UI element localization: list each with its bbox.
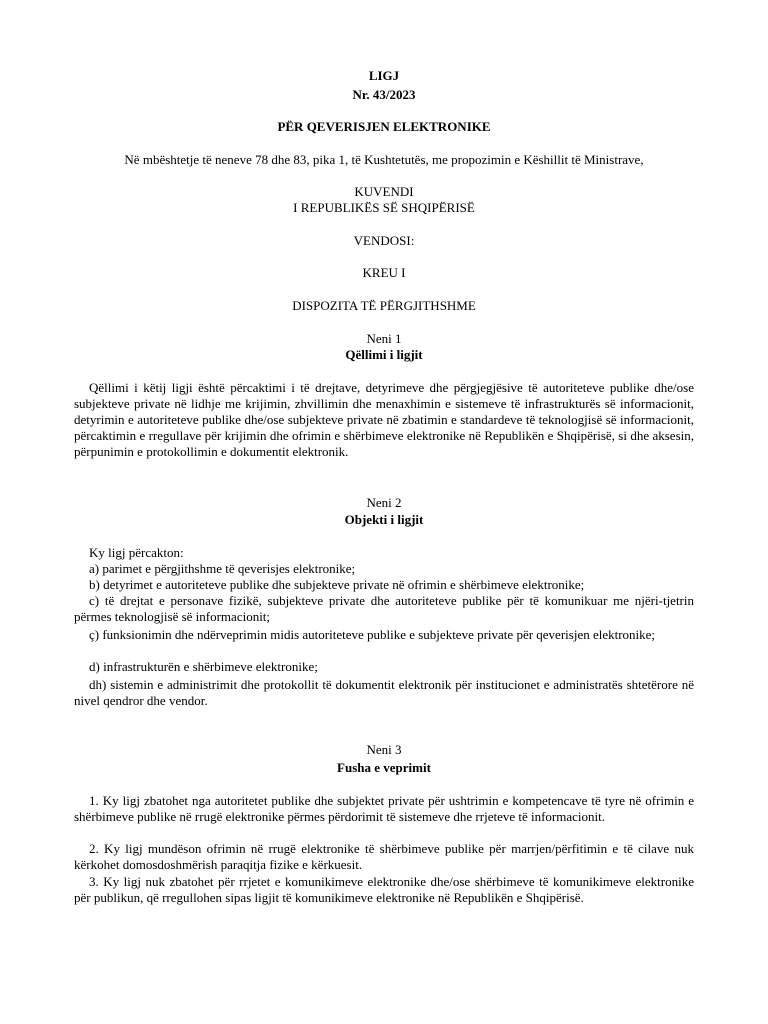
assembly-line-1: KUVENDI — [354, 184, 414, 199]
article-1-number: Neni 1 — [366, 331, 402, 346]
article-2-item-c-cedilla: ç) funksionimin dhe ndërveprimin midis autoriteteve publike e subjekteve private për qeverisjen elektronike; — [89, 627, 656, 642]
assembly-line-2: I REPUBLIKËS SË SHQIPËRISË — [293, 200, 475, 215]
chapter-title: DISPOZITA TË PËRGJITHSHME — [292, 298, 476, 313]
article-2-item-a: a) parimet e përgjithshme të qeverisjes elektronike; — [89, 561, 356, 576]
article-2-item-d: d) infrastrukturën e shërbimeve elektronike; — [89, 659, 318, 674]
article-2-intro: Ky ligj përcakton: — [89, 545, 184, 560]
article-3-title: Fusha e veprimit — [337, 760, 431, 775]
decides: VENDOSI: — [353, 233, 415, 248]
article-1-title: Qëllimi i ligjit — [345, 347, 423, 362]
article-3-number: Neni 3 — [366, 742, 402, 757]
preamble: Në mbështetje të neneve 78 dhe 83, pika 1, të Kushtetutës, me propozimin e Këshillit të Ministrave, — [124, 152, 644, 167]
article-3-item-2: 2. Ky ligj mundëson ofrimin në rrugë elektronike të shërbimeve publike për marrjen/përfitimin e të cilave nuk kërkohet domosdoshmërish paraqitja fizike e kërkuesit. — [74, 841, 694, 872]
law-heading: LIGJ — [368, 68, 400, 83]
article-3-item-3: 3. Ky ligj nuk zbatohet për rrjetet e komunikimeve elektronike dhe/ose shërbimeve të komunikimeve elektronike për publikun, që rregullohen sipas ligjit të komunikimeve elektronike në Republikën e Shqipërisë. — [74, 874, 694, 905]
article-2-item-b: b) detyrimet e autoriteteve publike dhe subjekteve private në ofrimin e shërbimeve elektronike; — [89, 577, 585, 592]
article-2-item-dh: dh) sistemin e administrimit dhe protokollit të dokumentit elektronik për institucionet e administratës shtetërore në nivel qendror dhe vendor. — [74, 677, 694, 708]
article-2-title: Objekti i ligjit — [344, 512, 424, 527]
article-1-text: Qëllimi i këtij ligji është përcaktimi i të drejtave, detyrimeve dhe përgjegjësive të autoriteteve publike dhe/ose subjekteve private në lidhje me krijimin, zhvillimin dhe menaxhimin e sistemeve të infrastrukturës së informacionit, detyrimin e autoriteteve publike dhe/ose subjekteve private në zbatimin e standardeve të teknologjisë së informacionit, përcaktimin e rregullave për krijimin dhe ofrimin e shërbimeve elektronike në Republikën e Shqipërisë, si dhe aksesin, përpunimin e protokollimin e dokumentit elektronik. — [74, 380, 694, 459]
article-2-item-c: c) të drejtat e personave fizikë, subjekteve private dhe autoriteteve publike për të komunikuar me njëri-tjetrin përmes teknologjisë së informacionit; — [74, 593, 694, 624]
law-number: Nr. 43/2023 — [352, 87, 416, 102]
chapter-number: KREU I — [362, 265, 406, 280]
law-title: PËR QEVERISJEN ELEKTRONIKE — [277, 119, 491, 134]
article-3-item-1: 1. Ky ligj zbatohet nga autoritetet publike dhe subjektet private për ushtrimin e kompetencave të tyre në ofrimin e shërbimeve publike në rrugë elektronike përmes përdorimit të sistemeve dhe rrjeteve të informacionit. — [74, 793, 694, 824]
article-2-number: Neni 2 — [366, 495, 402, 510]
